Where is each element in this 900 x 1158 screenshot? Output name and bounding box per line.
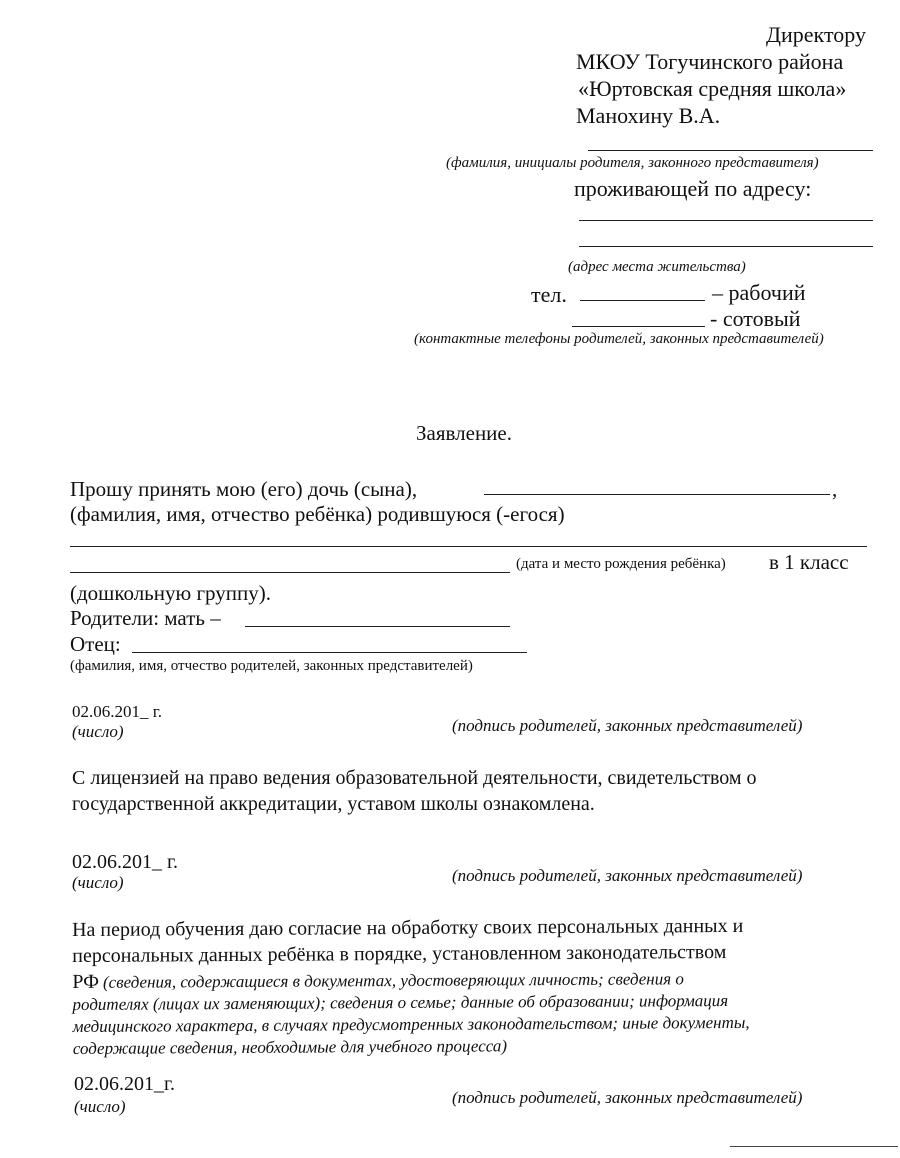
signature-caption-3: (подпись родителей, законных представителей) [452,1088,803,1107]
consent-line-4: родителях (лицах их заменяющих); сведения о семье; данные об образовании; информация [72,990,729,1014]
consent-paragraph [72,913,888,1060]
consent-line-1: На период обучения даю согласие на обработку своих персональных данных и [72,914,744,941]
license-line-1: С лицензией на право ведения образовательной деятельности, свидетельством о [72,767,757,789]
signature-caption-2: (подпись родителей, законных представителей) [452,866,803,885]
phone-work-field-line[interactable] [580,300,705,301]
child-name-caption: (фамилия, имя, отчество ребёнка) родившуюся (-егося) [70,502,565,526]
addressee-line-3: «Юртовская средняя школа» [578,76,847,101]
address-field-line-1[interactable] [579,220,873,221]
father-label: Отец: [70,632,121,656]
consent-line-2: персональных данных ребёнка в порядке, установленном законодательством [72,941,727,967]
page-edge-line [730,1146,898,1147]
mother-label: Родители: мать – [70,606,221,630]
consent-line-6: содержащие сведения, необходимые для учебного процесса) [72,1036,508,1058]
parent-name-caption: (фамилия, инициалы родителя, законного представителя) [446,155,819,171]
mother-name-field-line[interactable] [245,626,510,627]
license-line-2: государственной аккредитации, уставом школы ознакомлена. [72,793,595,815]
class-text: в 1 класс [769,550,849,574]
document-title: Заявление. [416,421,512,445]
date-3: 02.06.201_г. [74,1073,175,1095]
addressee-line-2: МКОУ Тогучинского района [576,49,844,74]
request-text: Прошу принять мою (его) дочь (сына), [70,477,418,501]
date-caption-1: (число) [72,722,124,741]
phones-caption: (контактные телефоны родителей, законных представителей) [414,331,824,347]
birth-field-line-2[interactable] [70,572,510,573]
addressee-line-1: Директору [766,22,866,47]
residing-label: проживающей по адресу: [574,176,812,201]
address-caption: (адрес места жительства) [568,259,746,275]
birth-caption: (дата и место рождения ребёнка) [516,556,726,572]
request-comma: , [832,477,838,501]
consent-line-3-italic: (сведения, содержащиеся в документах, удостоверяющих личность; сведения о [102,969,684,992]
address-field-line-2[interactable] [579,246,873,247]
phone-prefix: тел. [531,282,567,307]
consent-line-3-lead: РФ [72,970,100,993]
parent-name-field-line[interactable] [588,150,873,151]
phone-mobile-label: - сотовый [710,306,801,331]
birth-field-line-1[interactable] [70,546,867,547]
addressee-line-4: Манохину В.А. [576,103,721,128]
child-name-field-line[interactable] [484,494,830,495]
signature-caption-1: (подпись родителей, законных представителей) [452,716,803,735]
parents-caption: (фамилия, имя, отчество родителей, законных представителей) [70,658,473,674]
phone-work-label: – рабочий [712,280,806,305]
preschool-text: (дошкольную группу). [70,581,271,605]
phone-mobile-field-line[interactable] [572,326,705,327]
date-1: 02.06.201_ г. [72,702,163,721]
father-name-field-line[interactable] [132,652,527,653]
date-caption-2: (число) [72,873,124,892]
date-caption-3: (число) [74,1097,126,1116]
consent-line-5: медицинского характера, в случаях предусмотренных законодательством; иные документы, [72,1012,750,1036]
date-2: 02.06.201_ г. [72,851,178,873]
